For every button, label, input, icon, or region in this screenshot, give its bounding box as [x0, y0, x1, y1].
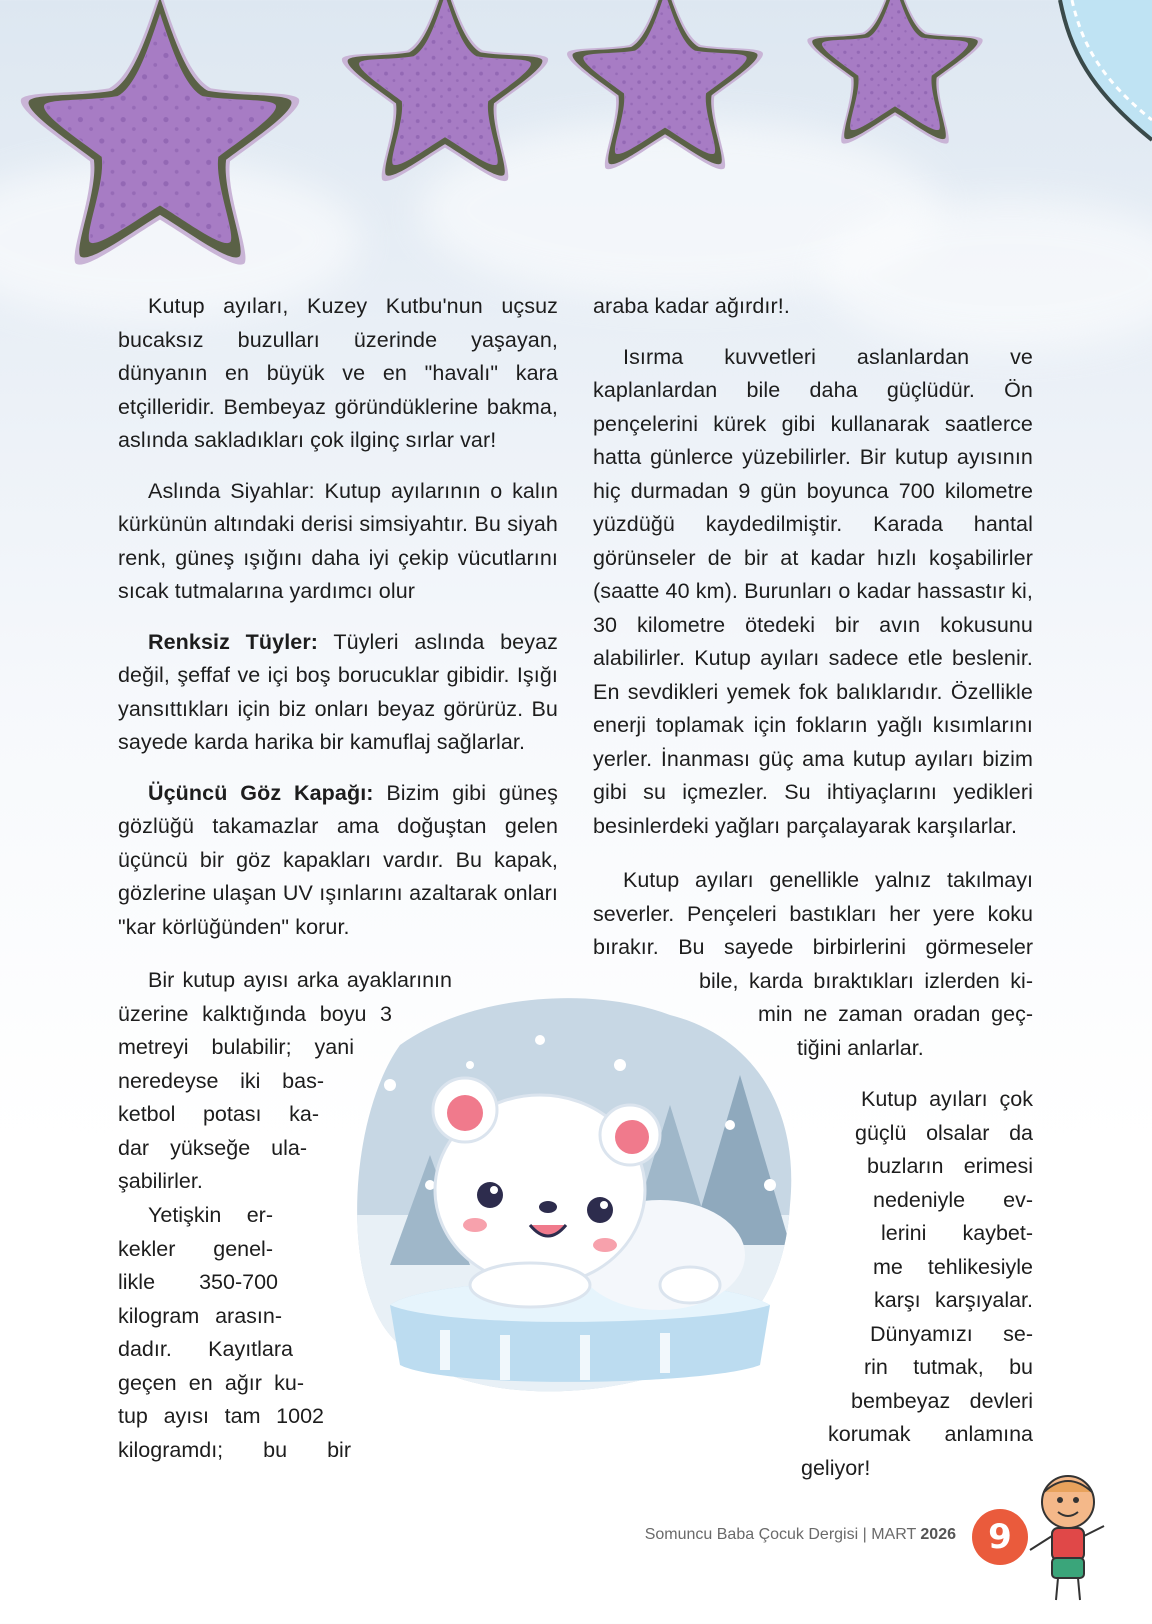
third-eyelid-paragraph — [118, 777, 558, 945]
abilities-paragraph: Isırma kuvvetleri aslanlardan ve kaplanlardan bile daha güçlüdür. Ön pençelerini kürek gibi kullanarak saatlerce hatta günlerce yüzebilirler. Bir kutup ayısının hiç durmadan 9 gün boyunca 700 kilometre yüzdüğü kaydedilmiştir. Karada hantal görünseler de bir at kadar hızlı koşabilirler (saatte 40 km). Burunları o kadar hassastır ki, 30 kilometre ötedeki bir avın kokusunu alabilirler. Kutup ayıları sadece etle beslenir. En sevdikleri yemek fok balıklarıdır. Özellikle enerji toplamak için fokların yağlı kısımlarını yerler. İnanması güç ama kutup ayıları bizim gibi su içmezler. Su ihtiyaçlarını yedikleri besinlerdeki yağları parçalayarak karşılarlar. — [593, 344, 1033, 838]
right-column — [593, 290, 1033, 860]
footer-title: Somuncu Baba Çocuk Dergisi | MART — [644, 1526, 916, 1543]
weight-line-6: geçen en ağır ku- — [118, 1370, 304, 1395]
star-decoration-row — [0, 0, 1152, 320]
height-paragraph — [118, 964, 452, 1199]
star-2 — [342, 0, 548, 181]
colorless-fur-title: Renksiz Tüyler: — [148, 629, 319, 654]
conclusion-line-2: güçlü olsalar da — [855, 1120, 1033, 1145]
conclusion-line-12: geliyor! — [801, 1455, 871, 1480]
conclusion-line-1: Kutup ayıları çok — [861, 1087, 1033, 1111]
height-line-3: metreyi bulabilir; yani — [118, 1035, 354, 1059]
height-line-6: dar yükseğe ula- — [118, 1135, 307, 1160]
conclusion-line-11: korumak anlamına — [828, 1422, 1033, 1446]
weight-line-1: Yetişkin er- — [148, 1203, 273, 1227]
conclusion-line-8: Dünyamızı se- — [870, 1321, 1033, 1346]
height-line-2: üzerine kalktığında boyu 3 — [118, 1001, 392, 1026]
footer-year: 2026 — [920, 1526, 956, 1543]
colorless-fur-paragraph — [118, 626, 558, 760]
height-line-7: şabilirler. — [118, 1169, 203, 1193]
intro-paragraph: Kutup ayıları, Kuzey Kutbu'nun uçsuz bucaksız buzulları üzerinde yaşayan, dünyanın en büyük ve en "havalı" kara etçilleridir. Bembeyaz göründüklerine bakma, aslında sakladıkları çok ilginç sırlar var! — [118, 294, 558, 452]
conclusion-line-10: bembeyaz devleri — [851, 1388, 1033, 1413]
left-column — [118, 290, 558, 961]
kid-mascot-illustration — [1020, 1470, 1120, 1620]
star-3 — [567, 0, 763, 169]
height-line-5: ketbol potası ka- — [118, 1102, 319, 1126]
conclusion-line-6: me tehlikesiyle — [873, 1254, 1033, 1279]
height-line-1: Bir kutup ayısı arka ayaklarının — [148, 968, 452, 992]
black-skin-paragraph: Aslında Siyahlar: Kutup ayılarının o kalın kürkünün altındaki derisi simsiyahtır. Bu siyah renk, güneş ışığını daha iyi çekip vücutlarını sıcak tutmalarına yardımcı olur — [118, 478, 558, 603]
solitary-paragraph — [593, 864, 1072, 1065]
conclusion-line-9: rin tutmak, bu — [864, 1355, 1033, 1379]
solitary-line-2: severler. Pençeleri bastıkları her yere koku — [593, 901, 1033, 926]
weight-line-3: likle 350-700 — [118, 1270, 278, 1294]
third-eyelid-text: Bizim gibi güneş gözlüğü takamazlar ama doğuştan gelen üçüncü bir göz kapakları vardır. Bu kapak, gözlerine ulaşan UV ışınlarını azaltarak onları "kar körlüğünden" korur. — [118, 780, 558, 939]
solitary-line-1: Kutup ayıları genellikle yalnız takılmayı — [623, 868, 1033, 892]
height-line-4: neredeyse iki bas- — [118, 1068, 324, 1093]
weight-line-4: kilogram arasın- — [118, 1303, 282, 1328]
weight-line-5: dadır. Kayıtlara — [118, 1337, 293, 1361]
weight-line-8: kilogramdı; bu bir — [118, 1437, 351, 1462]
conclusion-line-3: buzların erimesi — [867, 1154, 1033, 1178]
solitary-line-3: bırakır. Bu sayede birbirlerini görmeseler — [593, 935, 1033, 959]
conclusion-line-4: nedeniyle ev- — [873, 1187, 1033, 1212]
magazine-footer — [645, 1526, 956, 1544]
weight-continuation: araba kadar ağırdır!. — [593, 294, 790, 318]
star-4 — [807, 0, 982, 144]
solitary-line-4: bile, karda bıraktıkları izlerden ki- — [699, 968, 1033, 993]
third-eyelid-title: Üçüncü Göz Kapağı: — [148, 780, 374, 805]
weight-paragraph — [118, 1199, 351, 1467]
colorless-fur-text: Tüyleri aslında beyaz değil, şeffaf ve içi boş borucuklar gibidir. Işığı yansıttıkları için biz onları beyaz görürüz. Bu sayede karda harika bir kamuflaj sağlarlar. — [118, 629, 558, 754]
solitary-line-6: tiğini anlarlar. — [797, 1035, 924, 1060]
conclusion-line-5: lerini kaybet- — [881, 1221, 1033, 1245]
conclusion-paragraph — [593, 1083, 1033, 1485]
solitary-line-5: min ne zaman oradan geç- — [758, 1002, 1033, 1026]
weight-line-2: kekler genel- — [118, 1236, 273, 1261]
page-number-badge: 9 — [972, 1509, 1028, 1565]
corner-ribbon — [1060, 0, 1152, 140]
weight-line-7: tup ayısı tam 1002 — [118, 1404, 324, 1428]
star-1 — [21, 0, 299, 265]
conclusion-line-7: karşı karşıyalar. — [874, 1288, 1033, 1312]
